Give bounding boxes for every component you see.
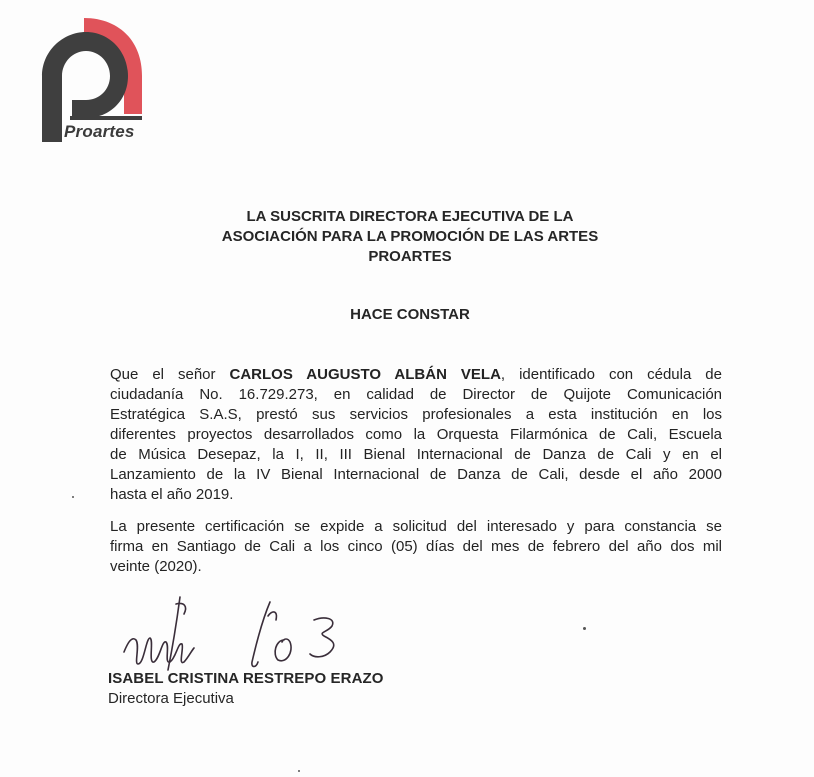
- certification-paragraph: [110, 365, 722, 505]
- document-heading: [110, 207, 710, 267]
- logo-wordmark: Proartes: [64, 122, 135, 141]
- paragraph-line: Lanzamiento de la IV Bienal Internacional de Danza de Cali, desde el año 2000: [110, 466, 722, 483]
- paragraph-line: de Música Desepaz, la I, II, III Bienal Internacional de Danza de Cali y en el: [110, 446, 722, 463]
- scan-speck: [72, 496, 74, 498]
- paragraph-line: firma en Santiago de Cali a los cinco (05) días del mes de febrero del año dos mil: [110, 538, 722, 555]
- handwritten-signature: [118, 592, 358, 682]
- certified-person-name: CARLOS AUGUSTO ALBÁN VELA: [229, 366, 501, 383]
- scan-speck: [583, 627, 586, 630]
- paragraph-line: veinte (2020).: [110, 558, 202, 575]
- proartes-logo: [40, 18, 150, 144]
- intro-text: Que el señor: [110, 366, 230, 383]
- paragraph-line: [110, 365, 722, 385]
- line-text: , identificado con cédula de: [500, 366, 722, 383]
- paragraph-line: La presente certificación se expide a solicitud del interesado y para constancia se: [110, 518, 722, 535]
- document-subheading: HACE CONSTAR: [350, 306, 470, 323]
- heading-line-1: LA SUSCRITA DIRECTORA EJECUTIVA DE LA: [246, 208, 574, 225]
- signer-role: Directora Ejecutiva: [108, 690, 234, 707]
- heading-line-2: ASOCIACIÓN PARA LA PROMOCIÓN DE LAS ARTES: [221, 228, 599, 245]
- heading-line-3: PROARTES: [368, 248, 452, 265]
- issuance-paragraph: [110, 517, 722, 577]
- paragraph-line: hasta el año 2019.: [110, 486, 234, 503]
- scan-speck: [298, 770, 300, 772]
- signer-name: ISABEL CRISTINA RESTREPO ERAZO: [108, 670, 384, 687]
- paragraph-line: ciudadanía No. 16.729.273, en calidad de Director de Quijote Comunicación: [110, 386, 722, 403]
- paragraph-line: diferentes proyectos desarrollados como la Orquesta Filarmónica de Cali, Escuela: [110, 426, 722, 443]
- paragraph-line: Estratégica S.A.S, prestó sus servicios profesionales a esta institución en los: [110, 406, 722, 423]
